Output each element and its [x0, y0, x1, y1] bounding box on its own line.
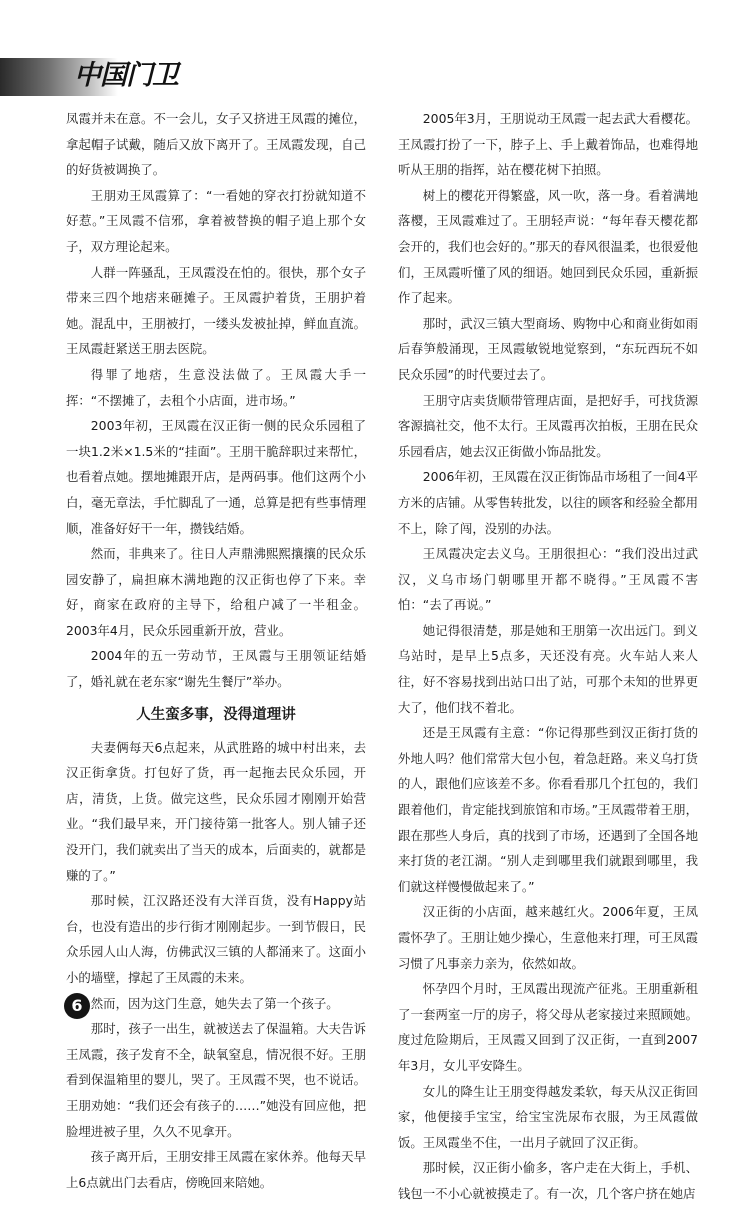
paragraph: 夫妻俩每天6点起来，从武胜路的城中村出来，去汉正街拿货。打包好了货，再一起拖去民众乐园，开店，清货，上货。做完这些，民众乐园才刚刚开始营业。“我们最早来，开门接待第一批客人。别人铺子还没开门，我们就卖出了当天的成本，后面卖的，就都是赚的了。” — [66, 739, 366, 883]
paragraph: 人群一阵骚乱，王凤霞没在怕的。很快，那个女子带来三四个地痞来砸摊子。王凤霞护着货，王朋护着她。混乱中，王朋被打，一缕头发被扯掉，鲜血直流。王凤霞赶紧送王朋去医院。 — [66, 264, 366, 357]
paragraph: 树上的樱花开得繁盛，风一吹，落一身。看着满地落樱，王凤霞难过了。王朋轻声说：“每年春天樱花都会开的，我们也会好的。”那天的春风很温柔，也很爱他们，王凤霞听懂了风的细语。她回到民众乐园，重新振作了起来。 — [398, 187, 698, 306]
page-number: 6 — [64, 993, 90, 1019]
paragraph: 汉正街的小店面，越来越红火。2006年夏，王凤霞怀孕了。王朋让她少操心，生意他来打理，可王凤霞习惯了凡事亲力亲为，依然如故。 — [398, 904, 698, 971]
section-title: 人生蛮多事，没得道理讲 — [136, 706, 296, 723]
paragraph: 女儿的降生让王朋变得越发柔软，每天从汉正街回家，他便接手宝宝，给宝宝洗尿布衣服，为王凤霞做饭。王凤霞坐不住，一出月子就回了汉正街。 — [398, 1083, 698, 1150]
paragraph: 王朋守店卖货顺带管理店面，是把好手，可找货源客源搞社交，他不太行。王凤霞再次拍板，王朋在民众乐园看店，她去汉正街做小饰品批发。 — [398, 392, 698, 459]
paragraph: 2005年3月，王朋说动王凤霞一起去武大看樱花。王凤霞打扮了一下，脖子上、手上戴着饰品，也难得地听从王朋的指挥，站在樱花树下拍照。 — [398, 111, 698, 178]
paragraph: 王凤霞决定去义乌。王朋很担心：“我们没出过武汉，义乌市场门朝哪里开都不晓得。”王凤霞不害怕：“去了再说。” — [398, 546, 698, 613]
paragraph: 怀孕四个月时，王凤霞出现流产征兆。王朋重新租了一套两室一厅的房子，将父母从老家接过来照顾她。度过危险期后，王凤霞又回到了汉正街，一直到2007年3月，女儿平安降生。 — [398, 981, 698, 1073]
paragraph: 孩子离开后，王朋安排王凤霞在家休养。他每天早上6点就出门去看店，傍晚回来陪她。 — [66, 1149, 366, 1190]
left-column — [66, 106, 366, 1195]
paragraph: 那时，孩子一出生，就被送去了保温箱。大夫告诉王凤霞，孩子发育不全，缺氧窒息，情况很不好。王朋看到保温箱里的婴儿，哭了。王凤霞不哭，也不说话。王朋劝她：“我们还会有孩子的……”她没有回应他，把脸埋进被子里，久久不见拿开。 — [66, 1021, 366, 1139]
magazine-logo: 中国门卫 — [74, 60, 178, 91]
paragraph: 然而，非典来了。往日人声鼎沸熙熙攘攘的民众乐园安静了，扁担麻木满地跑的汉正街也停了下来。幸好，商家在政府的主导下，给租户减了一半租金。2003年4月，民众乐园重新开放，营业。 — [66, 546, 366, 638]
paragraph: 王朋劝王凤霞算了：“一看她的穿衣打扮就知道不好惹。”王凤霞不信邪，拿着被替换的帽子追上那个女子，双方理论起来。 — [66, 187, 366, 254]
paragraph: 还是王凤霞有主意：“你记得那些到汉正街打货的外地人吗？他们常常大包小包，着急赶路。来义乌打货的人，跟他们应该差不多。你看看那几个扛包的，我们跟着他们，肯定能找到旅馆和市场。”王凤霞带着王朋，跟在那些人身后，真的找到了市场，还遇到了全国各地来打货的老江湖。“别人走到哪里我们就跟到哪里，我们就这样慢慢做起来了。” — [398, 725, 698, 894]
paragraph: 那时，武汉三镇大型商场、购物中心和商业街如雨后春笋般涌现，王凤霞敏锐地觉察到，“东玩西玩不如民众乐园”的时代要过去了。 — [398, 315, 698, 382]
paragraph: 得罪了地痞，生意没法做了。王凤霞大手一挥：“不摆摊了，去租个小店面，进市场。” — [66, 366, 366, 408]
paragraph: 那时候，汉正街小偷多，客户走在大街上，手机、钱包一不小心就被摸走了。有一次，几个客户挤在她店 — [398, 1160, 698, 1201]
paragraph: 那时候，江汉路还没有大洋百货，没有Happy站台，也没有造出的步行街才刚刚起步。一到节假日，民众乐园人山人海，仿佛武汉三镇的人都涌来了。这面小小的墙壁，撑起了王凤霞的未来。 — [66, 893, 366, 985]
paragraph: 2003年初，王凤霞在汉正街一侧的民众乐园租了一块1.2米×1.5米的“挂面”。王朋干脆辞职过来帮忙，也看着点她。摆地摊跟开店，是两码事。他们这两个小白，毫无章法，手忙脚乱了一通，总算是把有些事情理顺，准备好好干一年，攒钱结婚。 — [66, 418, 366, 536]
paragraph: 她记得很清楚，那是她和王朋第一次出远门。到义乌站时，是早上5点多，天还没有亮。火车站人来人往，好不容易找到出站口出了站，可那个未知的世界更大了，他们找不着北。 — [398, 622, 698, 715]
paragraph: 然而，因为这门生意，她失去了第一个孩子。 — [90, 995, 339, 1011]
paragraph: 2006年初，王凤霞在汉正街饰品市场租了一间4平方米的店铺。从零售转批发，以往的顾客和经验全都用不上，除了闯，没别的办法。 — [398, 469, 698, 536]
paragraph: 2004年的五一劳动节，王凤霞与王朋领证结婚了，婚礼就在老东家“谢先生餐厅”举办。 — [66, 648, 366, 690]
paragraph: 凤霞并未在意。不一会儿，女子又挤进王凤霞的摊位，拿起帽子试戴，随后又放下离开了。王凤霞发现，自己的好货被调换了。 — [66, 111, 366, 178]
right-column — [398, 106, 698, 1207]
